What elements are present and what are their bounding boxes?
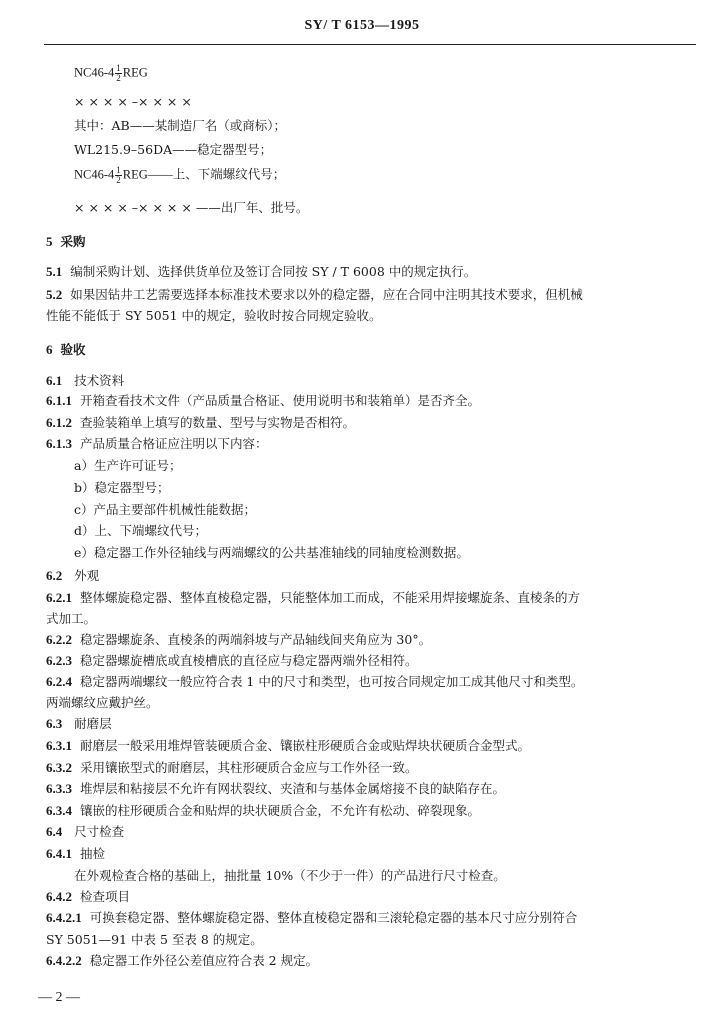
- clause-number: 6.3.3: [46, 781, 72, 796]
- clause-6-2-2: [46, 632, 431, 648]
- thread-code-suffix: REG: [122, 65, 148, 80]
- clause-text: 开箱查看技术文件（产品质量合格证、使用说明书和装箱单）是否齐全。: [79, 393, 480, 408]
- clause-5-1: [46, 264, 476, 280]
- clause-6-4-2-1: [46, 910, 577, 926]
- clause-6-1-2: [46, 415, 355, 431]
- clause-6-2-1-cont: 式加工。: [46, 611, 97, 626]
- thread-code-prefix: NC46-4: [74, 65, 115, 80]
- thread-code: [74, 64, 148, 83]
- section-number: 5: [46, 234, 53, 249]
- fraction-denominator: 2: [116, 175, 121, 185]
- note-batch: × × × × –× × × × ——出厂年、批号。: [74, 200, 309, 215]
- header-rule: [44, 44, 696, 45]
- clause-title: 尺寸检查: [74, 824, 125, 839]
- section-title: 验收: [60, 342, 86, 357]
- clause-number: 6.4.2.1: [46, 910, 82, 925]
- clause-6-3-4: [46, 803, 480, 819]
- page-number: — 2 —: [38, 990, 80, 1005]
- clause-title: 外观: [74, 568, 100, 583]
- note-thread-suffix: REG——上、下端螺纹代号；: [122, 167, 286, 182]
- clause-text: 堆焊层和粘接层不允许有网状裂纹、夹渣和与基体金属熔接不良的缺陷存在。: [79, 781, 505, 796]
- clause-6-2-3: [46, 653, 417, 669]
- fraction-numerator: 1: [116, 165, 121, 175]
- clause-number: 6.4.1: [46, 846, 72, 861]
- clause-number: 6.2.3: [46, 653, 72, 668]
- clause-text: 稳定器螺旋条、直棱条的两端斜坡与产品轴线间夹角应为 30°。: [79, 632, 432, 647]
- clause-text: 可换套稳定器、整体螺旋稳定器、整体直棱稳定器和三滚轮稳定器的基本尺寸应分别符合: [89, 910, 578, 925]
- clause-number: 6.4.2.2: [46, 953, 82, 968]
- section-6-heading: [46, 342, 85, 358]
- note-thread-prefix: NC46-4: [74, 167, 115, 182]
- clause-6-4-2-2: [46, 953, 318, 969]
- clause-text: 采用镶嵌型式的耐磨层，其柱形硬质合金应与工作外径一致。: [79, 760, 418, 775]
- clause-text: 查验装箱单上填写的数量、型号与实物是否相符。: [79, 415, 355, 430]
- serial-mark: × × × × –× × × ×: [74, 94, 192, 109]
- clause-6-4-2-1-cont: SY 5051—91 中表 5 至表 8 的规定。: [46, 932, 263, 947]
- list-item: a）生产许可证号；: [74, 458, 182, 473]
- clause-number: 6.2.1: [46, 590, 72, 605]
- list-item: e）稳定器工作外径轴线与两端螺纹的公共基准轴线的同轴度检测数据。: [74, 545, 469, 560]
- fraction-numerator: 1: [116, 63, 121, 73]
- clause-title: 抽检: [79, 846, 105, 861]
- clause-5-2: [46, 287, 583, 303]
- clause-6-4-2: [46, 889, 130, 905]
- clause-number: 6.3.4: [46, 803, 72, 818]
- clause-text: 耐磨层一般采用堆焊管装硬质合金、镶嵌柱形硬质合金或贴焊块状硬质合金型式。: [79, 738, 530, 753]
- fraction: [115, 166, 122, 185]
- clause-text: 整体螺旋稳定器、整体直棱稳定器，只能整体加工而成，不能采用焊接螺旋条、直棱条的方: [79, 590, 580, 605]
- clause-title: 检查项目: [79, 889, 130, 904]
- clause-6-4: [46, 824, 124, 840]
- clause-text: 镶嵌的柱形硬质合金和贴焊的块状硬质合金，不允许有松动、碎裂现象。: [79, 803, 480, 818]
- clause-6-3-3: [46, 781, 505, 797]
- clause-6-4-1: [46, 846, 105, 862]
- clause-number: 6.4.2: [46, 889, 72, 904]
- clause-text: 如果因钻井工艺需要选择本标准技术要求以外的稳定器，应在合同中注明其技术要求，但机械: [70, 287, 583, 302]
- clause-6-2: [46, 568, 99, 584]
- list-item: c）产品主要部件机械性能数据；: [74, 502, 257, 517]
- clause-number: 6.2: [46, 568, 63, 583]
- clause-text: 编制采购计划、选择供货单位及签订合同按 SY / T 6008 中的规定执行。: [70, 264, 477, 279]
- page-header: SY/ T 6153—1995: [304, 18, 420, 33]
- clause-6-4-1-text: 在外观检查合格的基础上，抽批量 10%（不少于一件）的产品进行尺寸检查。: [74, 868, 506, 883]
- clause-number: 6.3: [46, 716, 63, 731]
- clause-text: 稳定器工作外径公差值应符合表 2 规定。: [89, 953, 319, 968]
- clause-number: 6.2.2: [46, 632, 72, 647]
- fraction: [115, 64, 122, 83]
- clause-number: 6.3.1: [46, 738, 72, 753]
- clause-6-1: [46, 373, 124, 389]
- section-5-heading: [46, 234, 85, 250]
- section-number: 6: [46, 342, 53, 357]
- clause-number: 6.1.2: [46, 415, 72, 430]
- clause-title: 技术资料: [74, 373, 125, 388]
- clause-6-2-4: [46, 674, 583, 690]
- clause-number: 6.1.3: [46, 436, 72, 451]
- clause-5-2-cont: 性能不能低于 SY 5051 中的规定，验收时按合同规定验收。: [46, 308, 382, 323]
- clause-number: 6.4: [46, 824, 63, 839]
- clause-text: 稳定器两端螺纹一般应符合表 1 中的尺寸和类型，也可按合同规定加工成其他尺寸和类型。: [79, 674, 584, 689]
- clause-6-3-1: [46, 738, 530, 754]
- clause-number: 6.1.1: [46, 393, 72, 408]
- note-manufacturer: 其中：AB——某制造厂名（或商标）；: [74, 118, 286, 133]
- clause-6-2-1: [46, 590, 580, 606]
- note-model: WL215.9–56DA——稳定器型号；: [74, 142, 273, 157]
- clause-6-1-3: [46, 436, 267, 452]
- clause-6-1-1: [46, 393, 480, 409]
- note-thread: [74, 166, 285, 185]
- clause-6-2-4-cont: 两端螺纹应戴护丝。: [46, 695, 159, 710]
- list-item: d）上、下端螺纹代号；: [74, 523, 208, 538]
- clause-number: 6.3.2: [46, 760, 72, 775]
- section-title: 采购: [60, 234, 86, 249]
- clause-number: 5.1: [46, 264, 63, 279]
- list-item: b）稳定器型号；: [74, 480, 170, 495]
- clause-text: 稳定器螺旋槽底或直棱槽底的直径应与稳定器两端外径相符。: [79, 653, 418, 668]
- clause-number: 6.1: [46, 373, 63, 388]
- clause-title: 耐磨层: [74, 716, 112, 731]
- clause-number: 5.2: [46, 287, 63, 302]
- clause-6-3: [46, 716, 112, 732]
- clause-text: 产品质量合格证应注明以下内容：: [79, 436, 268, 451]
- clause-number: 6.2.4: [46, 674, 72, 689]
- clause-6-3-2: [46, 760, 417, 776]
- fraction-denominator: 2: [116, 73, 121, 83]
